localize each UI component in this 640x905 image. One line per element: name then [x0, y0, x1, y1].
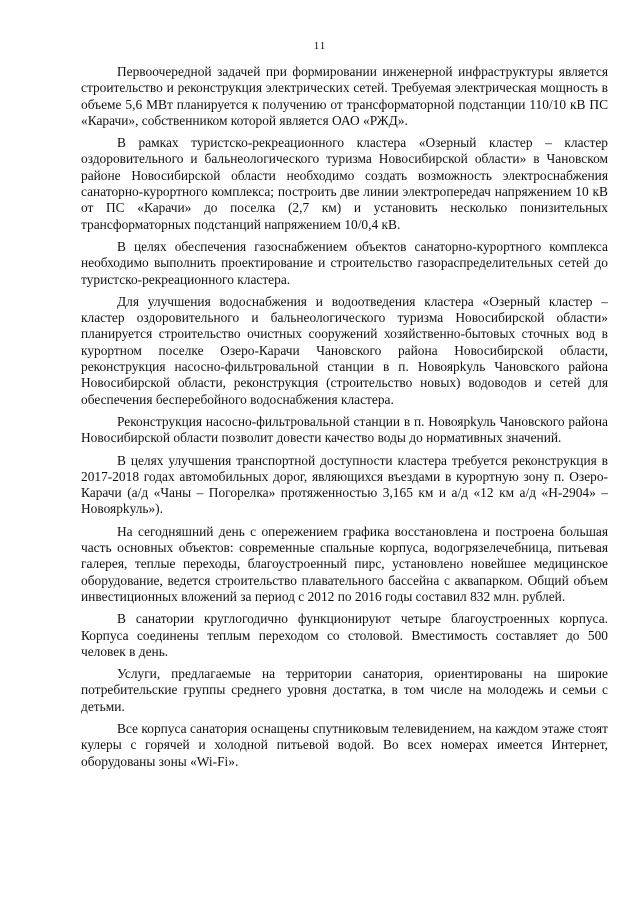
- paragraph-pump-station: Реконструкция насосно-фильтровальной станции в п. Новоярkуль Чановского района Новосибирской области позволит довести качество воды до нормативных значений.: [81, 413, 608, 446]
- paragraph-buildings: В санатории круглогодично функционируют четыре благоустроенных корпуса. Корпуса соединены теплым переходом со столовой. Вместимость составляет до 500 человек в день.: [81, 611, 608, 659]
- document-body: [81, 64, 608, 776]
- paragraph-amenities: Все корпуса санатория оснащены спутниковым телевидением, на каждом этаже стоят кулеры с горячей и холодной питьевой водой. Во всех номерах имеется Интернет, оборудованы зоны «Wi-Fi».: [81, 720, 608, 769]
- paragraph-roads: В целях улучшения транспортной доступности кластера требуется реконструкция в 2017-2018 годах автомобильных дорог, являющихся въездами в курортную зону п. Озеро-Карачи (а/д «Чаны – Погорелка» протяженностью 3,165 км и а/д «12 км а/д «Н-2904» – Новоярkуль»).: [81, 452, 608, 517]
- paragraph-cluster-power-supply: В рамках туристско-рекреационного кластера «Озерный кластер – кластер оздоровительного и бальнеологического туризма Новосибирской области» в Чановском районе Новосибирской области необходимо создать возможность электроснабжения санаторно-курортного комплекса; построить две линии электропередач напряжением 10 кВ от ПС «Карачи» до поселка (2,7 км) и установить несколько понизительных трансформаторных подстанций напряжением 10/0,4 кВ.: [81, 135, 608, 232]
- page-number: 11: [313, 40, 327, 52]
- paragraph-water-supply: Для улучшения водоснабжения и водоотведения кластера «Озерный кластер – кластер оздоровительного и бальнеологического туризма Новосибирской области» планируется строительство очистных сооружений хозяйственно-бытовых сточных вод в курортном поселке Озеро-Карачи Чановского района Новосибирской области, реконструкция насосно-фильтровальной станции в п. Новоярkуль Чановского района Новосибирской области, реконструкция (строительство новых) водоводов и сетей для обеспечения бесперебойного водоснабжения кластера.: [81, 293, 608, 407]
- paragraph-progress: На сегодняшний день с опережением графика восстановлена и построена большая часть основных объектов: современные спальные корпуса, водогрязелечебница, питьевая галерея, теплые переходы, благоустроенный пирс, установлено новейшее медицинское оборудование, ведется строительство плавательного бассейна с аквапарком. Общий объем инвестиционных вложений за период с 2012 по 2016 годы составил 832 млн. рублей.: [81, 523, 608, 604]
- paragraph-services: Услуги, предлагаемые на территории санатория, ориентированы на широкие потребительские группы среднего уровня достатка, в том числе на молодежь и семьи с детьми.: [81, 666, 608, 714]
- paragraph-gas-supply: В целях обеспечения газоснабжением объектов санаторно-курортного комплекса необходимо выполнить проектирование и строительство газораспределительных сетей до туристско-рекреационного кластера.: [81, 238, 608, 287]
- paragraph-electric-grid: Первоочередной задачей при формировании инженерной инфраструктуры является строительство и реконструкция электрических сетей. Требуемая электрическая мощность в объеме 5,6 МВт планируется к получению от трансформаторной подстанции 110/10 кВ ПС «Карачи», собственником которой является ОАО «РЖД».: [81, 64, 608, 128]
